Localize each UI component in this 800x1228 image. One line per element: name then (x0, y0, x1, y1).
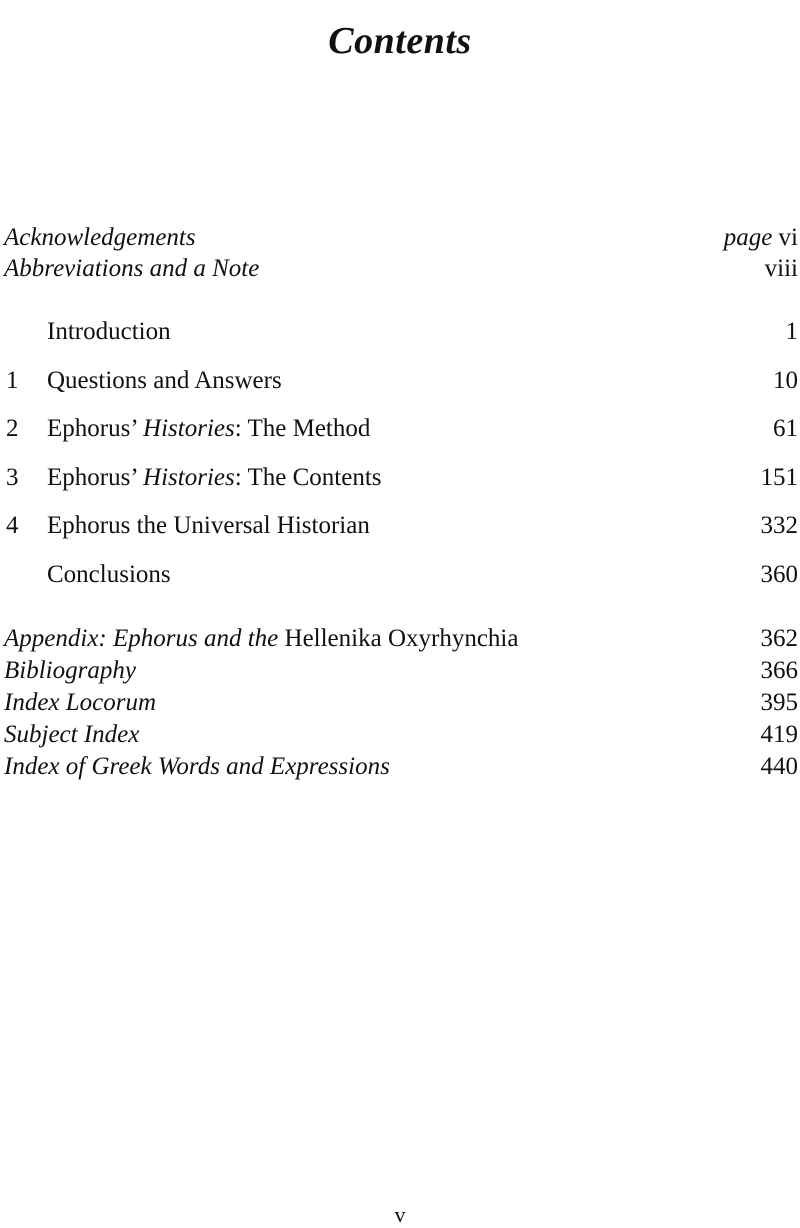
toc-entry-abbreviations[interactable] (4, 253, 800, 285)
toc-entry-page: 332 (760, 512, 798, 539)
toc-entry-chapter-2[interactable] (4, 413, 800, 445)
toc-entry-chapter-1[interactable] (4, 365, 800, 397)
toc-entry-label: Abbreviations and a Note (4, 255, 260, 282)
toc-entry-label: Acknowledgements (4, 224, 196, 251)
page-number: vi (778, 224, 798, 251)
label-italic: Appendix: Ephorus and the (4, 625, 285, 652)
label-text: Ephorus’ (47, 415, 144, 442)
page-title: Contents (328, 20, 472, 63)
toc-entry-label (4, 623, 518, 655)
toc-entry-appendix[interactable] (4, 623, 800, 655)
toc-entry-label (47, 510, 370, 542)
toc-entry-page: 395 (760, 689, 798, 716)
label-text: Introduction (47, 318, 171, 345)
label-italic: Index of Greek Words and Expressions (4, 753, 390, 780)
toc-entry-label (4, 655, 136, 687)
toc-entry-page: 1 (785, 318, 798, 345)
toc-entry-label (4, 751, 390, 783)
label-text: Conclusions (47, 561, 171, 588)
toc-entry-page: 366 (760, 657, 798, 684)
toc-entry-bibliography[interactable] (4, 655, 800, 687)
toc-entry-page: 440 (760, 753, 798, 780)
toc-entry-page: 151 (760, 464, 798, 491)
chapter-number: 4 (6, 512, 19, 539)
toc-entry-label (47, 413, 370, 445)
label-italic: Bibliography (4, 657, 136, 684)
toc-entry-label (47, 316, 171, 348)
toc-entry-chapter-3[interactable] (4, 462, 800, 494)
toc-entry-introduction[interactable] (4, 316, 800, 348)
toc-entry-page: 61 (773, 415, 798, 442)
toc-entry-subject-index[interactable] (4, 719, 800, 751)
toc-entry-chapter-4[interactable] (4, 510, 800, 542)
toc-entry-greek-index[interactable] (4, 751, 800, 783)
page-folio: v (394, 1202, 406, 1227)
label-text: Ephorus the Universal Historian (47, 512, 370, 539)
toc-entry-label (47, 462, 382, 494)
toc-entry-label (47, 365, 282, 397)
label-text-post: : The Contents (234, 464, 382, 491)
toc-entry-conclusions[interactable] (4, 559, 800, 591)
toc-entry-page: 360 (760, 561, 798, 588)
label-text-post: : The Method (234, 415, 371, 442)
label-text: Questions and Answers (47, 367, 282, 394)
label-text: Ephorus’ (47, 464, 144, 491)
toc-entry-page (724, 222, 798, 254)
toc-entry-page: 10 (773, 367, 798, 394)
chapter-number: 1 (6, 367, 19, 394)
toc-entry-label (4, 687, 156, 719)
toc-entry-acknowledgements[interactable] (4, 222, 800, 254)
toc-entry-label (47, 559, 171, 591)
label-italic: Subject Index (4, 721, 140, 748)
toc-entry-page: viii (764, 255, 798, 282)
label-italic: Index Locorum (4, 689, 157, 716)
label-italic: Histories (143, 464, 235, 491)
toc-entry-label (4, 719, 139, 751)
label-roman: Hellenika Oxyrhynchia (284, 625, 519, 652)
chapter-number: 3 (6, 464, 19, 491)
toc-entry-page: 419 (760, 721, 798, 748)
toc-entry-index-locorum[interactable] (4, 687, 800, 719)
chapter-number: 2 (6, 415, 19, 442)
page-prefix: page (723, 224, 773, 251)
toc-entry-page: 362 (760, 625, 798, 652)
label-italic: Histories (143, 415, 235, 442)
